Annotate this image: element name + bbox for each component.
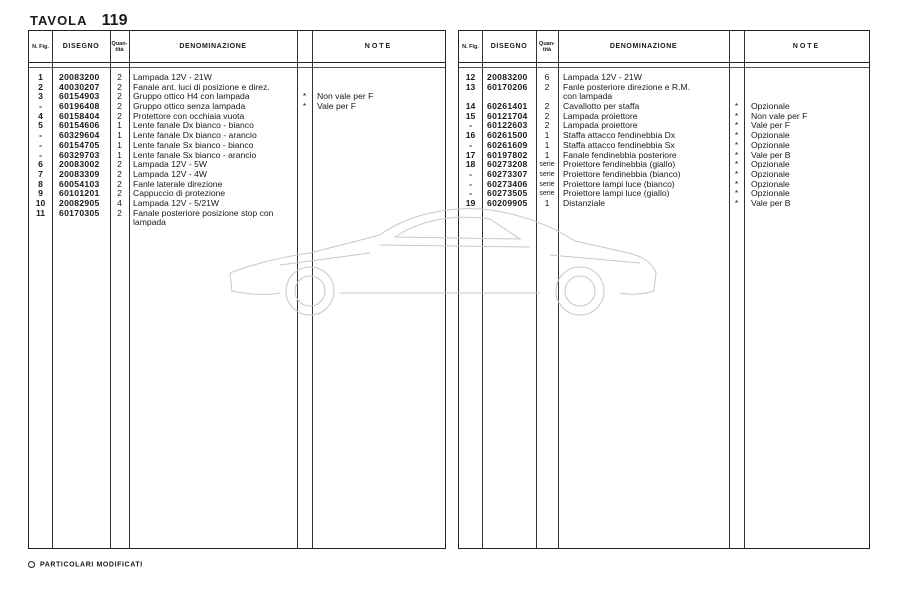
cell-denominazione: Cavallotto per staffa <box>563 101 640 112</box>
cell-qty: 1 <box>117 120 122 131</box>
cell-qty: 1 <box>117 130 122 141</box>
cell-note: Vale per F <box>317 101 357 112</box>
cell-denominazione: Lampada 12V - 21W <box>563 72 642 82</box>
cell-qty: 2 <box>117 91 122 102</box>
cell-disegno: 20083002 <box>59 159 100 170</box>
cell-disegno: 60261500 <box>487 130 528 141</box>
cell-disegno: 60261401 <box>487 101 528 112</box>
cell-disegno: 20083200 <box>59 72 100 82</box>
cell-disegno: 20083200 <box>487 72 528 82</box>
cell-denominazione: Proiettore lampi luce (giallo) <box>563 188 670 199</box>
header-denominazione-right: DENOMINAZIONE <box>609 43 678 50</box>
cell-fig: - <box>469 120 472 131</box>
cell-disegno: 60154606 <box>59 120 100 131</box>
cell-denominazione: Gruppo ottico senza lampada <box>133 101 246 112</box>
cell-disegno: 60122603 <box>487 120 528 131</box>
cell-note-marker: * <box>734 139 739 150</box>
cell-denominazione: Fanle laterale direzione <box>133 178 223 189</box>
cell-fig: 3 <box>38 91 43 102</box>
cell-qty: 2 <box>544 101 550 112</box>
cell-fig: 9 <box>38 188 43 199</box>
cell-note: Vale per F <box>751 120 791 131</box>
cell-disegno: 60197802 <box>487 149 528 160</box>
cell-fig: 15 <box>465 110 476 121</box>
footer-label: PARTICOLARI MODIFICATI <box>40 561 143 569</box>
cell-denominazione: Lente fanale Dx bianco - arancio <box>133 130 257 141</box>
cell-fig: - <box>469 168 472 179</box>
cell-qty: 2 <box>544 110 550 121</box>
cell-fig: - <box>39 139 42 150</box>
cell-disegno: 60158404 <box>59 110 100 121</box>
cell-disegno: 60329703 <box>59 149 100 160</box>
cell-denominazione: Lampada proiettore <box>563 110 638 121</box>
cell-fig: 2 <box>38 81 43 92</box>
cell-qty: 2 <box>117 110 122 121</box>
cell-denominazione: Lente fanale Sx bianco - arancio <box>133 149 257 160</box>
cell-note-marker: * <box>302 91 307 102</box>
cell-disegno: 60170305 <box>59 207 100 218</box>
cell-disegno: 60154705 <box>59 139 100 150</box>
cell-note: Opzionale <box>751 159 790 170</box>
cell-denominazione: Staffa attacco fendinebbia Sx <box>563 139 675 150</box>
cell-denominazione: Fanale ant. luci di posizione e direz. <box>133 81 270 92</box>
cell-denominazione: Cappuccio di protezione <box>133 188 226 199</box>
cell-disegno: 60170206 <box>487 81 528 92</box>
cell-qty: 2 <box>117 188 122 199</box>
cell-qty: 2 <box>117 101 122 112</box>
cell-fig: 12 <box>465 72 476 82</box>
cell-disegno: 60196408 <box>59 101 100 112</box>
cell-qty: 2 <box>117 159 122 170</box>
cell-fig: 1 <box>38 72 43 82</box>
cell-disegno: 60209905 <box>487 197 528 208</box>
cell-note: Opzionale <box>751 178 790 189</box>
cell-qty: 2 <box>117 81 122 92</box>
header-disegno: DISEGNO <box>62 43 100 50</box>
rows-right <box>459 73 869 209</box>
cell-disegno: 40030207 <box>59 81 100 92</box>
cell-fig: 6 <box>38 159 43 170</box>
header-disegno-right: DISEGNO <box>490 43 528 50</box>
cell-fig: 19 <box>465 197 476 208</box>
cell-qty: 1 <box>544 139 550 150</box>
header-note: NOTE <box>364 43 393 50</box>
cell-qty: 2 <box>117 207 122 218</box>
header-fig-right: N. Fig. <box>462 43 479 50</box>
cell-fig: 5 <box>38 120 43 131</box>
cell-note: Non vale per F <box>751 110 808 121</box>
cell-fig: - <box>39 101 42 112</box>
cell-qty: serie <box>539 180 555 188</box>
cell-disegno: 20082905 <box>59 197 100 208</box>
cell-note-marker: * <box>734 159 739 170</box>
cell-note: Opzionale <box>751 188 790 199</box>
cell-qty: serie <box>539 190 555 198</box>
cell-qty: 2 <box>544 81 550 92</box>
cell-fig: 4 <box>38 110 43 121</box>
cell-denominazione: con lampada <box>563 91 613 102</box>
header-fig: N. Fig. <box>32 43 49 50</box>
cell-denominazione: lampada <box>133 217 166 228</box>
title-number: 119 <box>101 12 128 29</box>
cell-fig: 7 <box>38 168 43 179</box>
cell-denominazione: Proiettore lampi luce (bianco) <box>563 178 675 189</box>
car-illustration <box>220 195 670 320</box>
cell-qty: serie <box>539 170 555 178</box>
cell-fig: - <box>469 139 472 150</box>
cell-fig: 18 <box>465 159 476 170</box>
cell-disegno: 60329604 <box>59 130 100 141</box>
cell-qty: 2 <box>544 120 550 131</box>
cell-fig: - <box>469 188 472 199</box>
cell-note-marker: * <box>734 130 739 141</box>
cell-note-marker: * <box>734 101 739 112</box>
cell-denominazione: Distanziale <box>563 197 606 208</box>
cell-fig: 16 <box>465 130 476 141</box>
cell-fig: - <box>39 149 42 160</box>
cell-denominazione: Fanle posteriore direzione e R.M. <box>563 81 691 92</box>
cell-denominazione: Lampada 12V - 21W <box>133 72 212 82</box>
cell-qty: 1 <box>544 130 550 141</box>
cell-note-marker: * <box>302 101 307 112</box>
cell-denominazione: Lampada proiettore <box>563 120 638 131</box>
footer-note <box>28 561 143 568</box>
cell-disegno: 20083309 <box>59 168 100 179</box>
cell-qty: 2 <box>117 72 122 82</box>
cell-qty: 2 <box>117 178 122 189</box>
header-note-right: NOTE <box>792 43 821 50</box>
cell-note-marker: * <box>734 188 739 199</box>
cell-note-marker: * <box>734 110 739 121</box>
cell-fig: 14 <box>465 101 476 112</box>
cell-fig: 10 <box>35 197 46 208</box>
cell-qty: serie <box>539 161 555 169</box>
cell-denominazione: Lampada 12V - 5W <box>133 159 208 170</box>
cell-denominazione: Lampada 12V - 5/21W <box>133 197 219 208</box>
header-qty: Quan- tità <box>111 40 128 53</box>
cell-note-marker: * <box>734 178 739 189</box>
header-qty-right: Quan- tità <box>539 40 555 53</box>
cell-disegno: 60261609 <box>487 139 528 150</box>
page-title <box>30 12 127 30</box>
cell-disegno: 60101201 <box>59 188 100 199</box>
cell-note-marker: * <box>734 197 739 208</box>
cell-note-marker: * <box>734 168 739 179</box>
cell-note: Opzionale <box>751 101 790 112</box>
cell-note: Non vale per F <box>317 91 374 102</box>
cell-note-marker: * <box>734 149 739 160</box>
cell-denominazione: Proiettore fendinebbia (giallo) <box>563 159 676 170</box>
cell-disegno: 60273208 <box>487 159 528 170</box>
cell-denominazione: Lente fanale Sx bianco - bianco <box>133 139 254 150</box>
cell-note: Vale per B <box>751 197 791 208</box>
header-denominazione: DENOMINAZIONE <box>179 43 247 50</box>
cell-disegno: 60273406 <box>487 178 528 189</box>
cell-note: Opzionale <box>751 130 790 141</box>
cell-note-marker: * <box>734 120 739 131</box>
cell-fig: 11 <box>35 207 46 218</box>
cell-disegno: 60121704 <box>487 110 528 121</box>
cell-denominazione: Proiettore fendinebbia (bianco) <box>563 168 681 179</box>
cell-disegno: 60273307 <box>487 168 528 179</box>
cell-qty: 1 <box>544 197 550 208</box>
cell-disegno: 60154903 <box>59 91 100 102</box>
cell-note: Vale per B <box>751 149 791 160</box>
cell-denominazione: Fanale posteriore posizione stop con <box>133 207 274 218</box>
cell-fig: - <box>39 130 42 141</box>
cell-fig: 8 <box>38 178 43 189</box>
cell-qty: 4 <box>117 197 122 208</box>
cell-qty: 1 <box>544 149 550 160</box>
table-row <box>459 83 869 93</box>
cell-disegno: 60054103 <box>59 178 100 189</box>
cell-denominazione: Lente fanale Dx bianco - bianco <box>133 120 254 131</box>
modified-marker-icon <box>28 561 35 568</box>
cell-denominazione: Fanale fendinebbia posteriore <box>563 149 677 160</box>
cell-denominazione: Protettore con occhiaia vuota <box>133 110 245 121</box>
cell-denominazione: Staffa attacco fendinebbia Dx <box>563 130 676 141</box>
title-label: TAVOLA <box>30 13 88 28</box>
cell-denominazione: Gruppo ottico H4 con lampada <box>133 91 250 102</box>
cell-fig: 13 <box>465 81 476 92</box>
cell-note: Opzionale <box>751 139 790 150</box>
cell-note: Opzionale <box>751 168 790 179</box>
cell-qty: 6 <box>544 72 550 82</box>
cell-fig: - <box>469 178 472 189</box>
cell-disegno: 60273505 <box>487 188 528 199</box>
cell-qty: 1 <box>117 139 122 150</box>
cell-qty: 2 <box>117 168 122 179</box>
cell-fig: 17 <box>465 149 476 160</box>
cell-qty: 1 <box>117 149 122 160</box>
cell-denominazione: Lampada 12V - 4W <box>133 168 208 179</box>
